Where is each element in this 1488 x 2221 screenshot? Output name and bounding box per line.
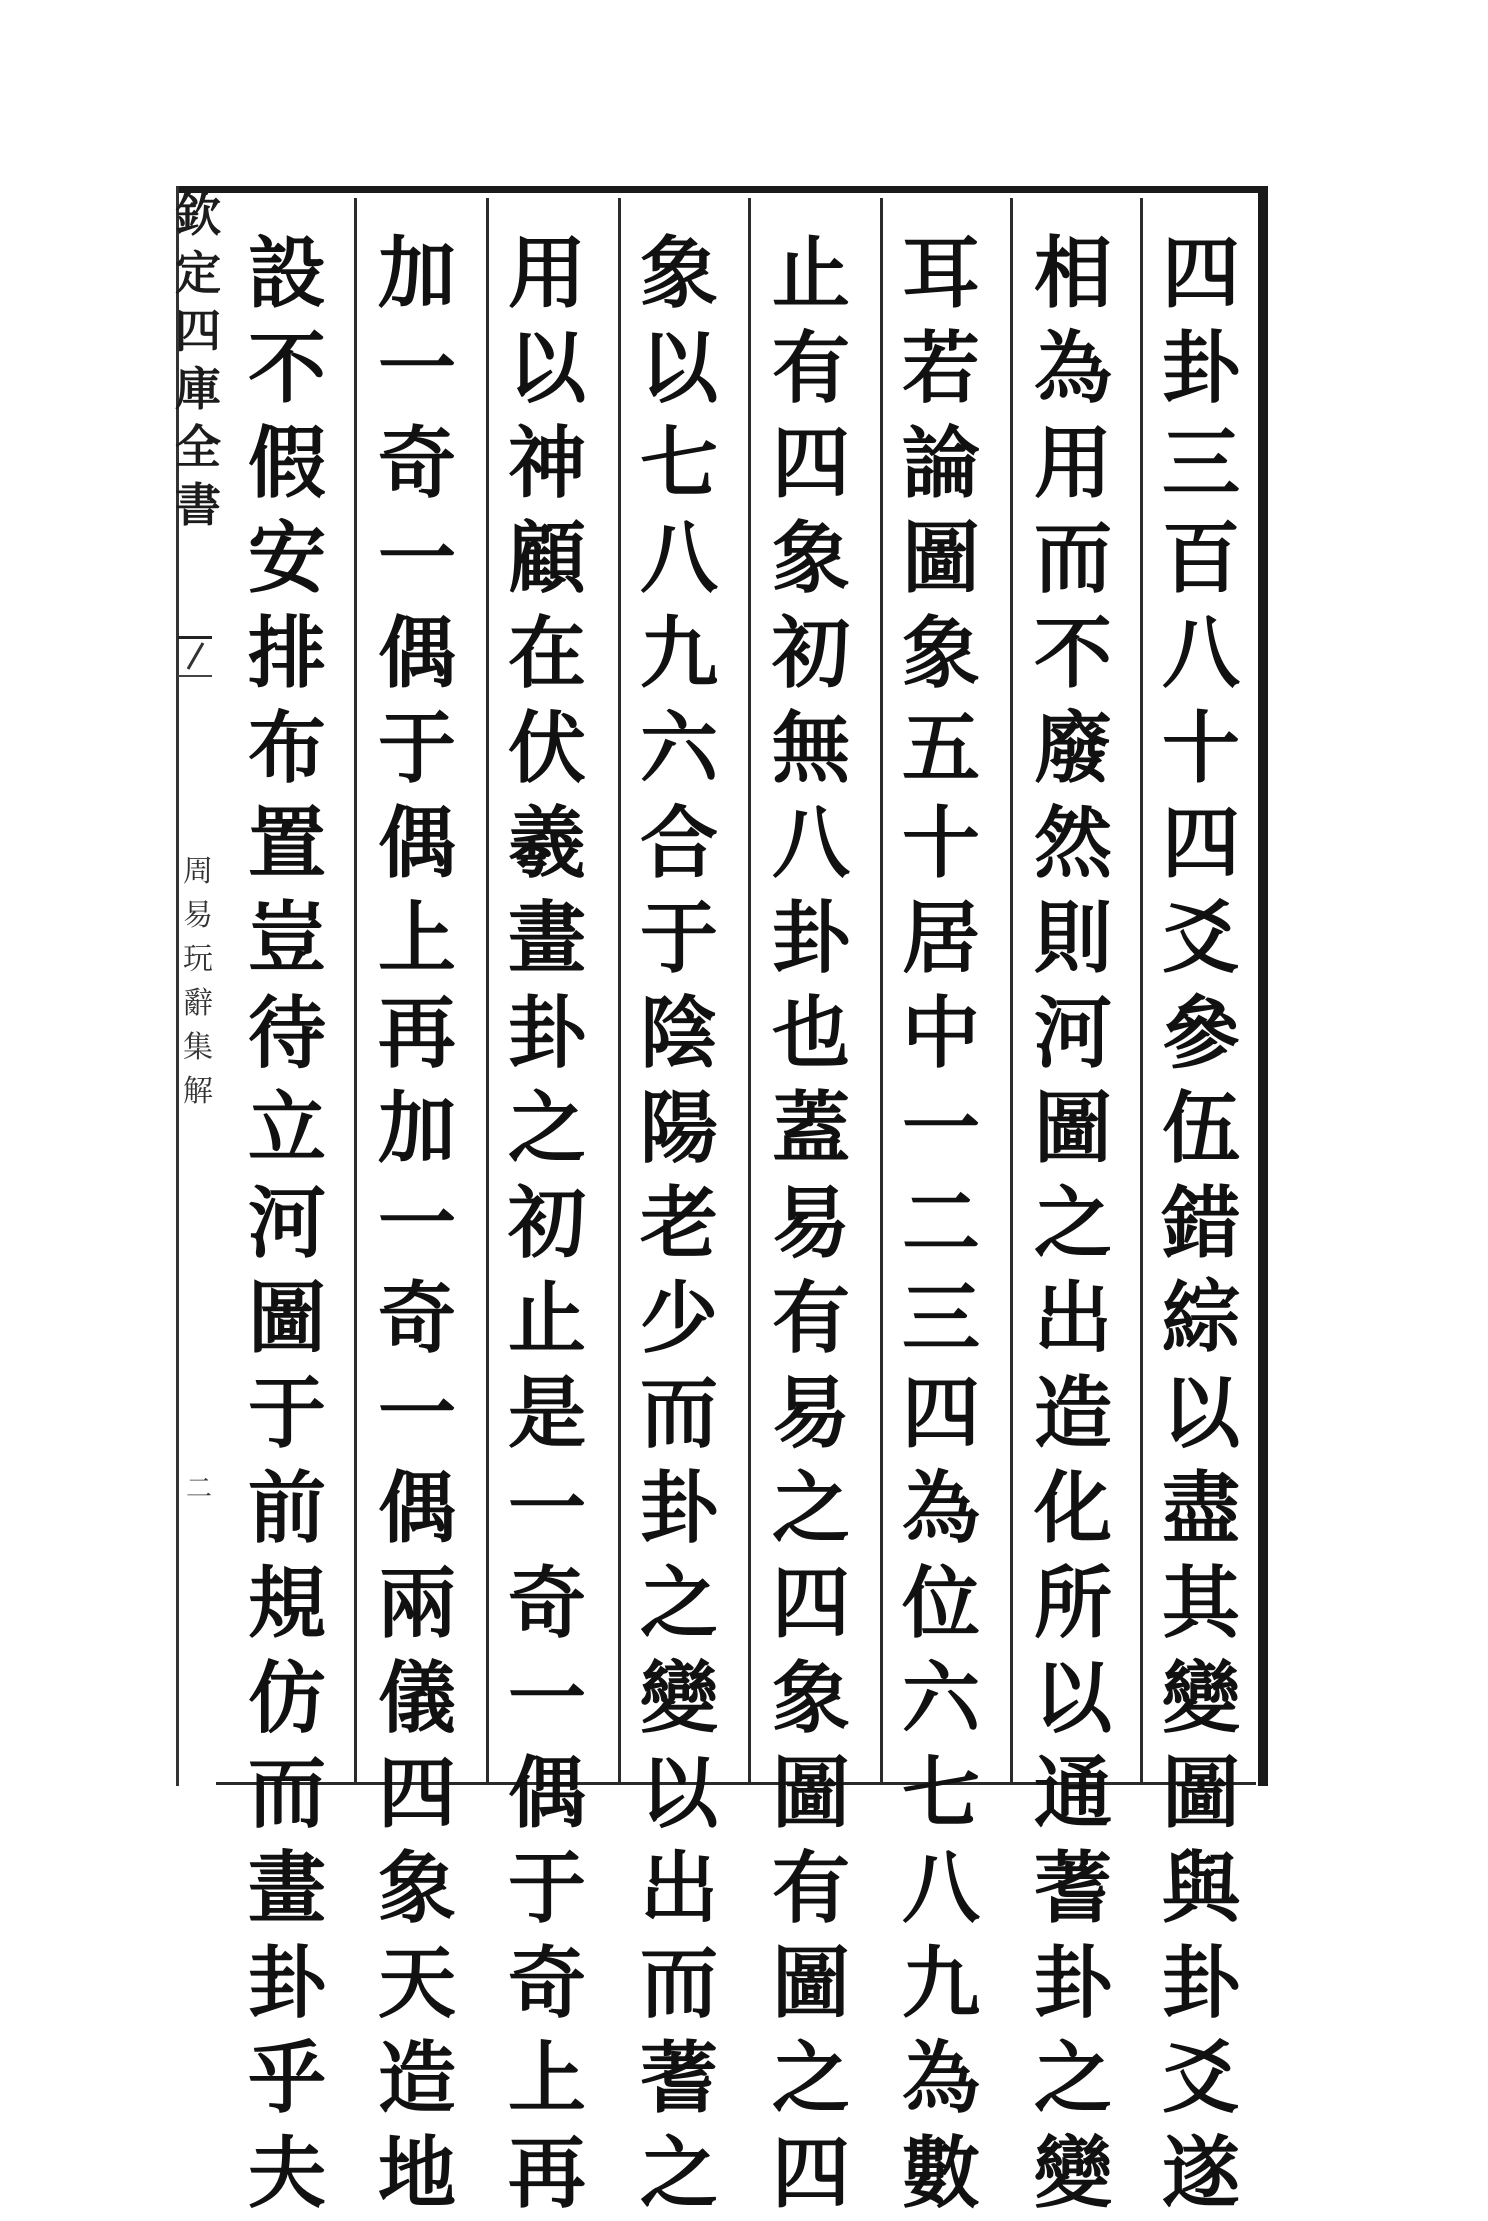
- character: 四: [771, 418, 850, 509]
- character: 論: [901, 418, 980, 509]
- text-column-4: [756, 226, 866, 2219]
- character: 四: [1161, 228, 1240, 319]
- character: 上: [377, 893, 456, 984]
- character: 四: [1161, 798, 1240, 889]
- character: 有: [771, 1273, 850, 1364]
- character: 偶: [507, 1748, 586, 1839]
- frame-top-border: [176, 186, 1266, 193]
- character: 一: [377, 1178, 456, 1269]
- margin-book-title: [175, 186, 221, 534]
- text-column-3: [886, 226, 996, 2219]
- character: 有: [771, 323, 850, 414]
- character: 置: [247, 798, 326, 889]
- character: 加: [377, 228, 456, 319]
- character: 布: [247, 703, 326, 794]
- character: 盡: [1161, 1463, 1240, 1554]
- character: 一: [507, 1463, 586, 1554]
- text-column-6: [492, 226, 602, 2219]
- column-rule: [1010, 198, 1013, 1782]
- margin-character: 定: [175, 246, 221, 300]
- character: 出: [639, 1843, 718, 1934]
- character: 相: [1033, 228, 1112, 319]
- character: 三: [901, 1273, 980, 1364]
- character: 以: [639, 1748, 718, 1839]
- character: 伍: [1161, 1083, 1240, 1174]
- character: 象: [377, 1843, 456, 1934]
- character: 于: [377, 703, 456, 794]
- character: 豈: [247, 893, 326, 984]
- text-column-7: [362, 226, 472, 2219]
- character: 四: [901, 1368, 980, 1459]
- column-rule: [486, 198, 489, 1782]
- character: 奇: [377, 1273, 456, 1364]
- character: 變: [1033, 2128, 1112, 2219]
- character: 百: [1161, 513, 1240, 604]
- margin-character: 解: [183, 1074, 213, 1109]
- character: 卦: [507, 988, 586, 1079]
- character: 卦: [639, 1463, 718, 1554]
- fishtail-mark: [178, 636, 212, 677]
- character: 在: [507, 608, 586, 699]
- character: 仿: [247, 1653, 326, 1744]
- character: 陽: [639, 1083, 718, 1174]
- character: 之: [639, 1558, 718, 1649]
- character: 羲: [507, 798, 586, 889]
- character: 偶: [377, 798, 456, 889]
- character: 二: [901, 1178, 980, 1269]
- character: 為: [1033, 323, 1112, 414]
- character: 而: [639, 1368, 718, 1459]
- character: 三: [1161, 418, 1240, 509]
- margin-character: 四: [175, 304, 221, 358]
- margin-character: 辭: [183, 986, 213, 1021]
- character: 卦: [771, 893, 850, 984]
- character: 是: [507, 1368, 586, 1459]
- character: 以: [639, 323, 718, 414]
- character: 十: [1161, 703, 1240, 794]
- character: 圖: [901, 513, 980, 604]
- character: 九: [639, 608, 718, 699]
- character: 夫: [247, 2128, 326, 2219]
- character: 圖: [771, 1748, 850, 1839]
- character: 造: [1033, 1368, 1112, 1459]
- character: 地: [377, 2128, 456, 2219]
- frame-right-border: [1258, 186, 1268, 1786]
- character: 卦: [1033, 1938, 1112, 2029]
- character: 八: [901, 1843, 980, 1934]
- column-rule: [1140, 198, 1143, 1782]
- character: 六: [901, 1653, 980, 1744]
- character: 也: [771, 988, 850, 1079]
- character: 十: [901, 798, 980, 889]
- character: 于: [507, 1843, 586, 1934]
- character: 象: [901, 608, 980, 699]
- character: 設: [247, 228, 326, 319]
- character: 而: [639, 1938, 718, 2029]
- character: 圖: [247, 1273, 326, 1364]
- character: 化: [1033, 1463, 1112, 1554]
- margin-character: 周: [183, 854, 213, 889]
- character: 變: [1161, 1653, 1240, 1744]
- character: 蓋: [771, 1083, 850, 1174]
- character: 卦: [1161, 1938, 1240, 2029]
- character: 若: [901, 323, 980, 414]
- character: 初: [507, 1178, 586, 1269]
- character: 一: [377, 323, 456, 414]
- page-number: 二: [186, 1474, 213, 1504]
- character: 所: [1033, 1558, 1112, 1649]
- character: 止: [507, 1273, 586, 1364]
- character: 通: [1033, 1748, 1112, 1839]
- character: 奇: [377, 418, 456, 509]
- character: 畫: [507, 893, 586, 984]
- character: 用: [507, 228, 586, 319]
- character: 居: [901, 893, 980, 984]
- character: 以: [1033, 1653, 1112, 1744]
- character: 易: [771, 1368, 850, 1459]
- character: 象: [639, 228, 718, 319]
- margin-character: 書: [175, 478, 221, 532]
- character: 再: [507, 2128, 586, 2219]
- character: 合: [639, 798, 718, 889]
- character: 卦: [247, 1938, 326, 2029]
- margin-character: 集: [183, 1030, 213, 1065]
- character: 圖: [771, 1938, 850, 2029]
- character: 立: [247, 1083, 326, 1174]
- character: 爻: [1161, 2033, 1240, 2124]
- character: 六: [639, 703, 718, 794]
- character: 不: [247, 323, 326, 414]
- character: 中: [901, 988, 980, 1079]
- character: 造: [377, 2033, 456, 2124]
- character: 奇: [507, 1938, 586, 2029]
- character: 天: [377, 1938, 456, 2029]
- character: 以: [507, 323, 586, 414]
- character: 加: [377, 1083, 456, 1174]
- text-column-1: [1146, 226, 1256, 2219]
- character: 一: [377, 513, 456, 604]
- character: 卦: [1161, 323, 1240, 414]
- character: 待: [247, 988, 326, 1079]
- character: 用: [1033, 418, 1112, 509]
- character: 乎: [247, 2033, 326, 2124]
- character: 之: [771, 1463, 850, 1554]
- character: 伏: [507, 703, 586, 794]
- character: 假: [247, 418, 326, 509]
- character: 變: [639, 1653, 718, 1744]
- character: 再: [377, 988, 456, 1079]
- margin-character: 易: [183, 898, 213, 933]
- character: 參: [1161, 988, 1240, 1079]
- character: 五: [901, 703, 980, 794]
- column-rule: [354, 198, 357, 1782]
- character: 象: [771, 513, 850, 604]
- margin-character: 玩: [183, 942, 213, 977]
- character: 圖: [1033, 1083, 1112, 1174]
- text-column-5: [624, 226, 734, 2219]
- character: 七: [639, 418, 718, 509]
- character: 與: [1161, 1843, 1240, 1934]
- character: 四: [377, 1748, 456, 1839]
- character: 之: [771, 2033, 850, 2124]
- character: 于: [247, 1368, 326, 1459]
- character: 初: [771, 608, 850, 699]
- character: 耳: [901, 228, 980, 319]
- character: 則: [1033, 893, 1112, 984]
- character: 然: [1033, 798, 1112, 889]
- character: 畫: [247, 1843, 326, 1934]
- character: 上: [507, 2033, 586, 2124]
- character: 以: [1161, 1368, 1240, 1459]
- character: 偶: [377, 608, 456, 699]
- character: 兩: [377, 1558, 456, 1649]
- margin-character: 全: [175, 420, 221, 474]
- character: 遂: [1161, 2128, 1240, 2219]
- character: 錯: [1161, 1178, 1240, 1269]
- margin-work-title: [180, 850, 216, 1114]
- character: 出: [1033, 1273, 1112, 1364]
- character: 有: [771, 1843, 850, 1934]
- character: 一: [377, 1368, 456, 1459]
- character: 規: [247, 1558, 326, 1649]
- character: 蓍: [1033, 1843, 1112, 1934]
- character: 蓍: [639, 2033, 718, 2124]
- text-column-8: [232, 226, 342, 2219]
- character: 儀: [377, 1653, 456, 1744]
- character: 安: [247, 513, 326, 604]
- character: 之: [639, 2128, 718, 2219]
- character: 前: [247, 1463, 326, 1554]
- character: 八: [1161, 608, 1240, 699]
- character: 七: [901, 1748, 980, 1839]
- character: 偶: [377, 1463, 456, 1554]
- character: 之: [1033, 1178, 1112, 1269]
- character: 無: [771, 703, 850, 794]
- character: 爻: [1161, 893, 1240, 984]
- character: 四: [771, 1558, 850, 1649]
- character: 排: [247, 608, 326, 699]
- character: 位: [901, 1558, 980, 1649]
- character: 其: [1161, 1558, 1240, 1649]
- character: 四: [771, 2128, 850, 2219]
- character: 奇: [507, 1558, 586, 1649]
- column-rule: [880, 198, 883, 1782]
- column-rule: [618, 198, 621, 1782]
- character: 止: [771, 228, 850, 319]
- character: 顧: [507, 513, 586, 604]
- character: 象: [771, 1653, 850, 1744]
- character: 綜: [1161, 1273, 1240, 1364]
- character: 神: [507, 418, 586, 509]
- character: 為: [901, 1463, 980, 1554]
- character: 河: [247, 1178, 326, 1269]
- character: 老: [639, 1178, 718, 1269]
- character: 九: [901, 1938, 980, 2029]
- character: 一: [901, 1083, 980, 1174]
- text-column-2: [1018, 226, 1128, 2219]
- character: 易: [771, 1178, 850, 1269]
- character: 八: [771, 798, 850, 889]
- character: 而: [247, 1748, 326, 1839]
- character: 圖: [1161, 1748, 1240, 1839]
- character: 陰: [639, 988, 718, 1079]
- character: 廢: [1033, 703, 1112, 794]
- character: 數: [901, 2128, 980, 2219]
- margin-character: 庫: [175, 362, 221, 416]
- character: 于: [639, 893, 718, 984]
- character: 之: [1033, 2033, 1112, 2124]
- character: 八: [639, 513, 718, 604]
- character: 之: [507, 1083, 586, 1174]
- character: 少: [639, 1273, 718, 1364]
- margin-character: 欽: [175, 188, 221, 242]
- character: 而: [1033, 513, 1112, 604]
- character: 一: [507, 1653, 586, 1744]
- character: 河: [1033, 988, 1112, 1079]
- column-rule: [748, 198, 751, 1782]
- character: 為: [901, 2033, 980, 2124]
- character: 不: [1033, 608, 1112, 699]
